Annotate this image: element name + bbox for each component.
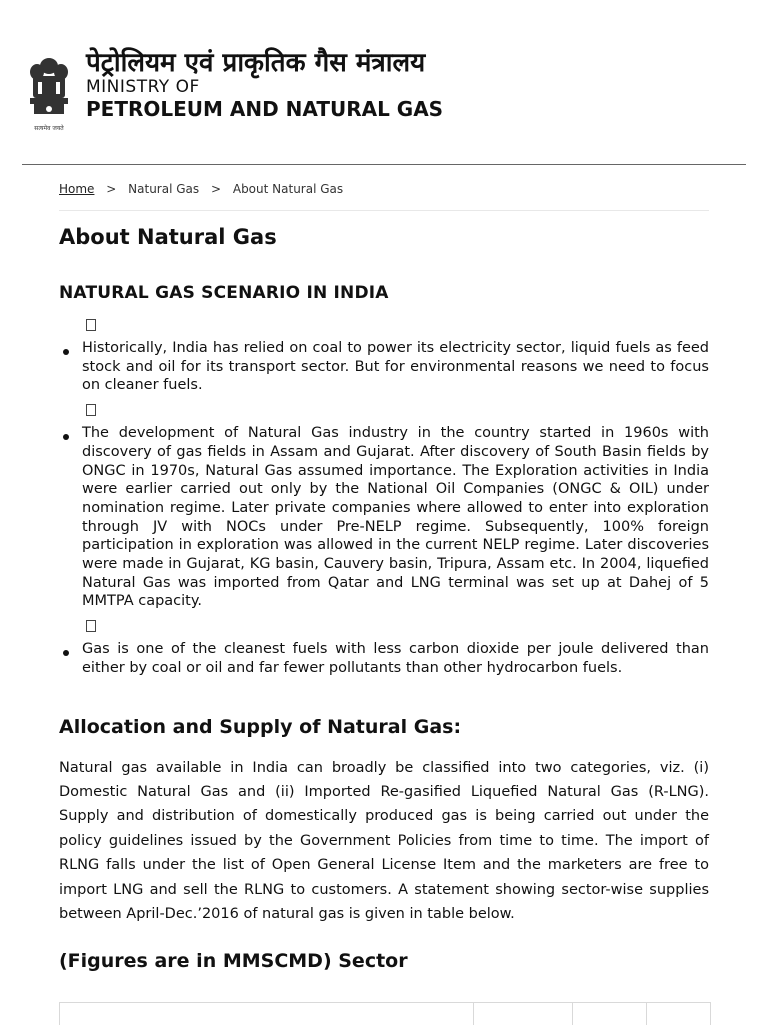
list-item-text: Gas is one of the cleanest fuels with less carbon dioxide per joule delivered than either by coal or oil and far fewer pollutants than other hydrocarbon fuels. xyxy=(82,641,709,676)
list-item-text: The development of Natural Gas industry in the country started in 1960s with discovery of gas fields in Assam and Gujarat. After discovery of South Basin fields by ONGC in 1970s, Natural Gas assumed importance. The Exploration activities in India were earlier carried out only by the National Oil Companies (ONGC & OIL) under nomination regime. Later private companies where allowed to enter into exploration through JV with NOCs under Pre-NELP regime. Subsequently, 100% foreign participation in exploration was allowed in the current NELP regime. Later discoveries were made in Gujarat, KG basin, Cauvery basin, Tripura, Assam etc. In 2004, liquefied Natural Gas was imported from Qatar and LNG terminal was set up at Dahej of 5 MMTPA capacity. xyxy=(82,425,709,610)
missing-glyph-icon xyxy=(86,404,96,416)
breadcrumb xyxy=(59,182,709,211)
breadcrumb-current: About Natural Gas xyxy=(232,182,344,196)
missing-glyph-icon xyxy=(86,319,96,331)
breadcrumb-separator: > xyxy=(210,182,222,196)
missing-glyph-icon xyxy=(86,620,96,632)
department-name: PETROLEUM AND NATURAL GAS xyxy=(86,97,444,121)
site-header xyxy=(0,0,768,165)
bullet-icon xyxy=(63,434,69,440)
breadcrumb-natural-gas[interactable]: Natural Gas xyxy=(128,182,200,196)
table-column-divider xyxy=(572,1003,573,1025)
list-item xyxy=(59,404,709,611)
figures-heading: (Figures are in MMSCMD) Sector xyxy=(59,950,408,973)
national-emblem-icon[interactable] xyxy=(24,52,74,134)
main-content xyxy=(59,165,709,972)
bullet-icon xyxy=(63,650,69,656)
supply-table xyxy=(59,1002,711,1025)
bullet-icon xyxy=(63,349,69,355)
scenario-heading: NATURAL GAS SCENARIO IN INDIA xyxy=(59,283,389,303)
emblem-motto: सत्यमेव जयते xyxy=(34,125,64,132)
ministry-title[interactable] xyxy=(86,48,443,122)
table-column-divider xyxy=(473,1003,474,1025)
list-item xyxy=(59,319,709,395)
list-item xyxy=(59,620,709,677)
breadcrumb-home-link[interactable]: Home xyxy=(59,182,95,196)
ministry-of-label: MINISTRY OF xyxy=(86,77,200,97)
list-item-text: Historically, India has relied on coal to power its electricity sector, liquid fuels as feed stock and oil for its transport sector. But for environmental reasons we need to focus on cleaner fuels. xyxy=(82,340,709,394)
page-title: About Natural Gas xyxy=(59,225,277,249)
allocation-paragraph: Natural gas available in India can broadly be classified into two categories, viz. (i) Domestic Natural Gas and (ii) Imported Re-gasified Liquefied Natural Gas (R-LNG). Supply and distribution of domestically produced gas is being carried out under the policy guidelines issued by the Government Policies from time to time. The import of RLNG falls under the list of Open General License Item and the marketers are free to import LNG and sell the RLNG to customers. A statement showing sector-wise supplies between April-Dec.’2016 of natural gas is given in table below. xyxy=(59,759,709,922)
allocation-heading: Allocation and Supply of Natural Gas: xyxy=(59,715,462,738)
hindi-title: पेट्रोलियम एवं प्राकृतिक गैस मंत्रालय xyxy=(86,48,426,78)
table-column-divider xyxy=(646,1003,647,1025)
scenario-list xyxy=(59,319,709,678)
breadcrumb-separator: > xyxy=(106,182,117,196)
